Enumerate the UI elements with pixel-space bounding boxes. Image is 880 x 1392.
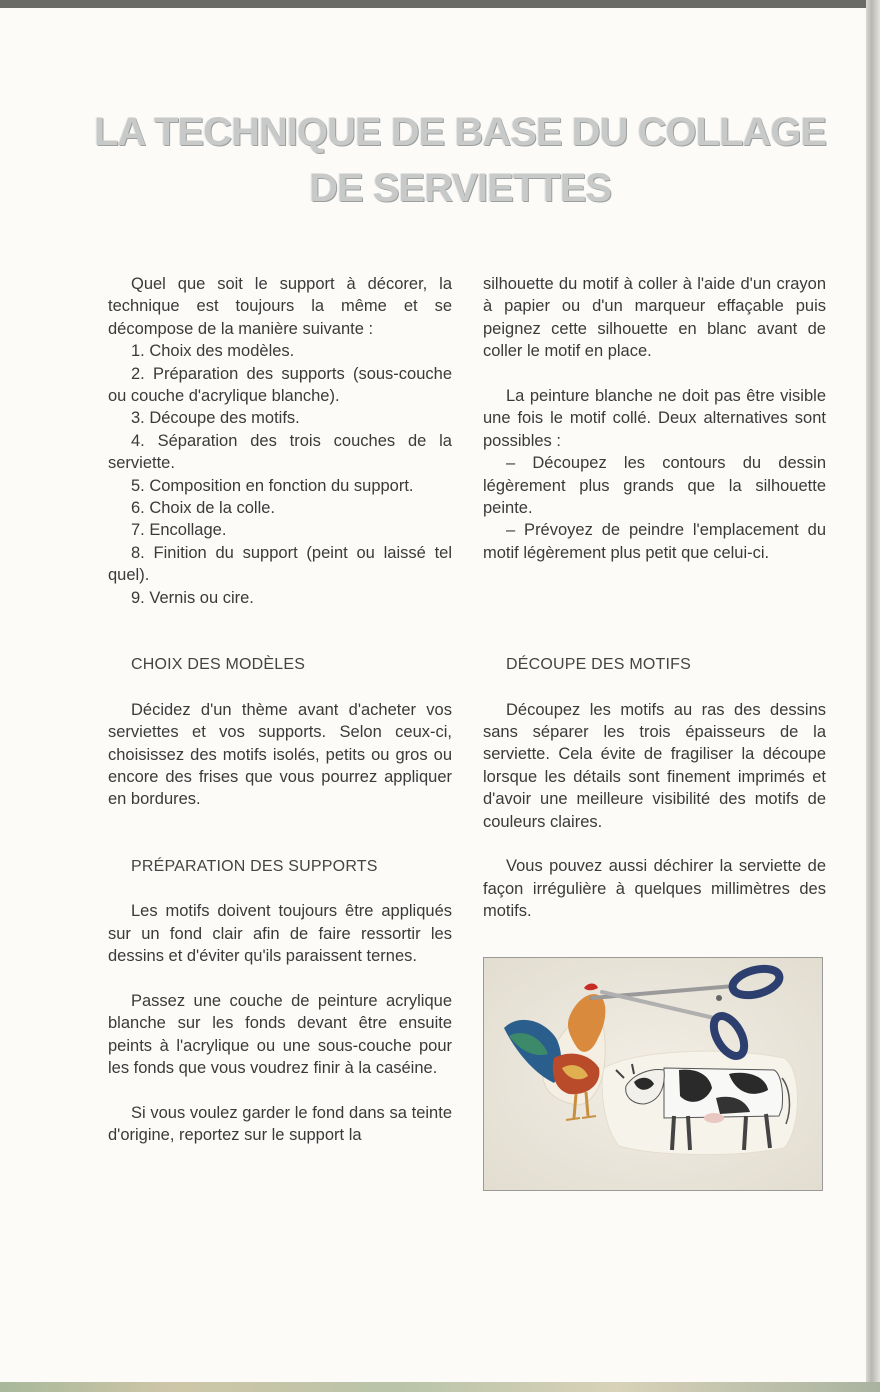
section-paragraph: Si vous voulez garder le fond dans sa teinte d'origine, reportez sur le support la: [108, 1103, 452, 1145]
step-item: 1. Choix des modèles.: [131, 342, 295, 361]
section-heading-choix: CHOIX DES MODÈLES: [131, 655, 306, 673]
section-paragraph: La peinture blanche ne doit pas être visible une fois le motif collé. Deux alternatives sont possibles :: [483, 387, 826, 450]
section-paragraph: Les motifs doivent toujours être appliqués sur un fond clair afin de faire ressortir les dessins et d'éviter qu'ils paraissent ternes.: [108, 902, 452, 966]
page-title: [60, 104, 860, 216]
page-bottom-edge: [0, 1382, 880, 1392]
intro-paragraph: Quel que soit le support à décorer, la technique est toujours la même et se décompose de la manière suivante :: [108, 275, 452, 338]
title-line-2: DE SERVIETTES: [309, 166, 611, 210]
step-item: 7. Encollage.: [131, 521, 227, 540]
step-item: 2. Préparation des supports (sous-couche ou couche d'acrylique blanche).: [108, 364, 452, 406]
step-item: 9. Vernis ou cire.: [131, 588, 254, 607]
cow-cutout: [602, 1051, 797, 1154]
book-spine: [866, 0, 880, 1392]
section-paragraph: Passez une couche de peinture acrylique blanche sur les fonds devant être ensuite peints à l'acrylique ou une sous-couche pour les fonds que vous voudrez finir à la caséine.: [108, 991, 452, 1078]
title-line-1: LA TECHNIQUE DE BASE DU COLLAGE: [94, 110, 826, 154]
step-item: 6. Choix de la colle.: [131, 499, 275, 518]
continuation-paragraph: silhouette du motif à coller à l'aide d'un crayon à papier ou d'un marqueur effaçable puis peignez cette silhouette en blanc avant de coller le motif en place.: [483, 275, 826, 361]
section-paragraph: Décidez d'un thème avant d'acheter vos serviettes et vos supports. Selon ceux-ci, choisissez des motifs isolés, petits ou gros ou encore des frises que vous pourrez appliquer en bordures.: [108, 700, 452, 809]
step-item: 8. Finition du support (peint ou laissé tel quel).: [108, 543, 452, 585]
section-heading-preparation: PRÉPARATION DES SUPPORTS: [131, 857, 378, 875]
left-column: [108, 273, 452, 1147]
right-column: [483, 273, 826, 923]
step-item: 5. Composition en fonction du support.: [131, 476, 414, 495]
step-item: 3. Découpe des motifs.: [131, 409, 300, 428]
section-paragraph: Découpez les motifs au ras des dessins sans séparer les trois épaisseurs de la serviette. Cela évite de fragiliser la découpe lorsque les détails sont finement imprimés et d'avoir une meilleure visibilité des motifs de couleurs claires.: [483, 700, 826, 831]
alternative-item: – Prévoyez de peindre l'emplacement du motif légèrement plus petit que celui-ci.: [483, 521, 826, 562]
section-heading-decoupe: DÉCOUPE DES MOTIFS: [506, 655, 691, 673]
step-item: 4. Séparation des trois couches de la serviette.: [108, 431, 452, 473]
alternative-item: – Découpez les contours du dessin légèrement plus grands que la silhouette peinte.: [483, 454, 826, 518]
section-paragraph: Vous pouvez aussi déchirer la serviette de façon irrégulière à quelques millimètres des motifs.: [483, 857, 826, 921]
photo-napkin-cutouts: [483, 957, 823, 1191]
